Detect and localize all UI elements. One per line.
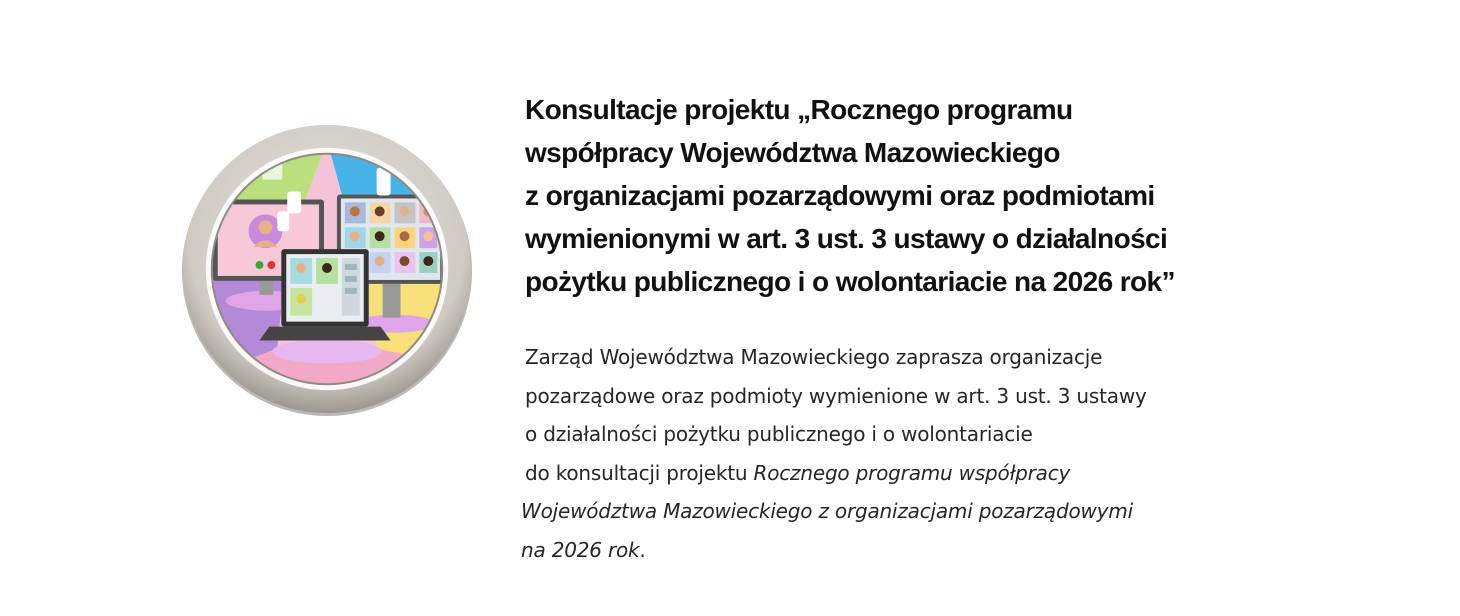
title-line: Konsultacje projektu „Rocznego programu [525, 94, 1073, 125]
program-title-italic: Województwa Mazowieckiego z organizacjami pozarządowymi [521, 499, 1133, 523]
program-title-italic: na 2026 rok [521, 537, 640, 562]
body-line [525, 454, 1285, 493]
title-line: pożytku publicznego i o wolontariacie na 2026 rok” [525, 266, 1175, 297]
body-line [521, 492, 1285, 531]
body-line [521, 531, 1285, 570]
announcement-title [525, 88, 1285, 303]
body-line: o działalności pożytku publicznego i o wolontariacie [525, 422, 1033, 446]
title-line: z organizacjami pozarządowymi oraz podmiotami [525, 180, 1155, 211]
video-conference-icon [178, 118, 476, 420]
title-line: wymienionymi w art. 3 ust. 3 ustawy o działalności [525, 223, 1168, 254]
announcement-body [521, 338, 1285, 569]
body-line: pozarządowe oraz podmioty wymienione w art. 3 ust. 3 ustawy [525, 383, 1147, 408]
program-title-italic: Rocznego programu współpracy [753, 460, 1071, 485]
body-text-plain: do konsultacji projektu [525, 460, 754, 485]
body-line: Zarząd Województwa Mazowieckiego zaprasza organizacje [525, 345, 1103, 369]
announcement [521, 88, 1285, 569]
period: . [639, 537, 646, 562]
title-line: współpracy Województwa Mazowieckiego [525, 137, 1060, 168]
